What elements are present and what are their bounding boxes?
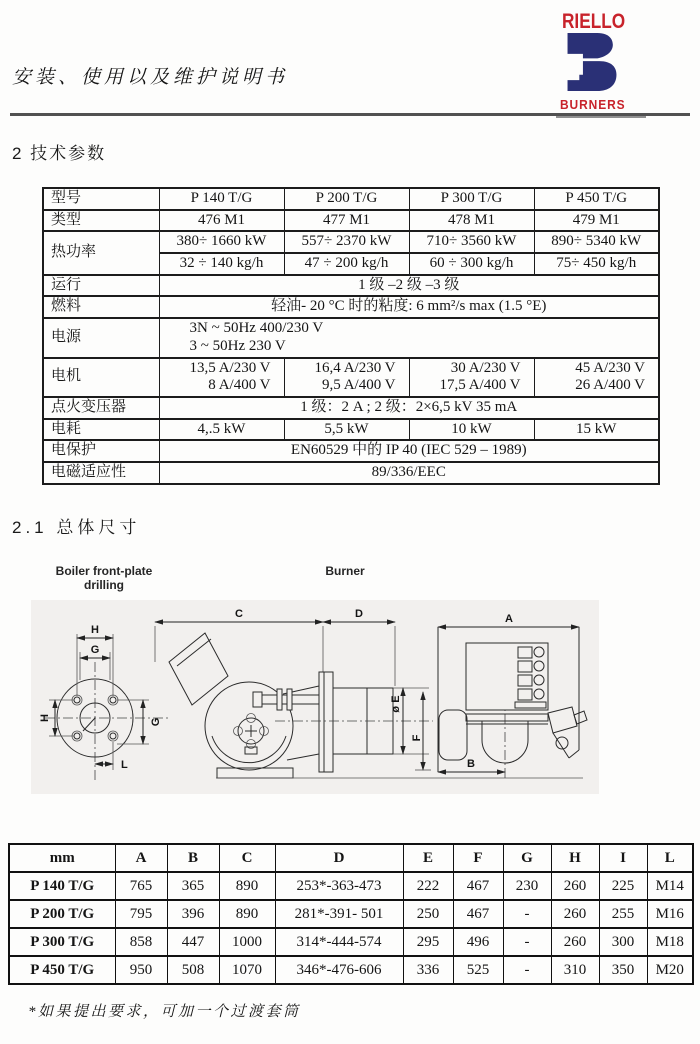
table-row	[43, 397, 659, 419]
spec-consumption-cell: 10 kW	[409, 419, 534, 441]
spec-type-cell: 479 M1	[534, 210, 659, 232]
dim-col-header: L	[647, 844, 693, 872]
riello-logo	[556, 12, 652, 118]
dim-model-cell: P 300 T/G	[9, 928, 115, 956]
spec-output-kgh-cell: 32 ÷ 140 kg/h	[159, 253, 284, 275]
spec-output-kgh-cell: 47 ÷ 200 kg/h	[284, 253, 409, 275]
spec-model-cell: P 300 T/G	[409, 188, 534, 210]
dim-label-g-right: G	[150, 717, 162, 727]
table-row	[43, 440, 659, 462]
spec-type-cell: 476 M1	[159, 210, 284, 232]
spec-model-cell: P 450 T/G	[534, 188, 659, 210]
spec-type-cell: 477 M1	[284, 210, 409, 232]
dim-col-header: D	[275, 844, 403, 872]
spec-output-kw-cell: 710÷ 3560 kW	[409, 231, 534, 253]
table-row: P 140 T/G 765 365 890 253*-363-473 222 467 230 260 225 M14	[9, 872, 693, 900]
spec-label-emc: 电磁适应性	[43, 462, 159, 484]
spec-label-protection: 电保护	[43, 440, 159, 462]
dim-col-header: C	[219, 844, 275, 872]
spec-table	[42, 187, 660, 485]
spec-protection-cell: EN60529 中的 IP 40 (IEC 529 – 1989)	[159, 440, 659, 462]
dim-label-h-top: H	[91, 624, 99, 636]
power-supply-line-2: 3 ~ 50Hz 230 V	[189, 337, 286, 354]
spec-consumption-cell: 4,.5 kW	[159, 419, 284, 441]
table-row	[43, 275, 659, 297]
dim-col-header: A	[115, 844, 167, 872]
dimension-diagram	[31, 600, 599, 794]
spec-label-ignition: 点火变压器	[43, 397, 159, 419]
spec-output-kgh-cell: 75÷ 450 kg/h	[534, 253, 659, 275]
dim-label-h-left: H	[39, 714, 51, 722]
dim-col-header: B	[167, 844, 219, 872]
spec-emc-cell: 89/336/EEC	[159, 462, 659, 484]
spec-label-power-supply: 电源	[43, 318, 159, 357]
table-row	[43, 231, 659, 253]
dim-col-header: F	[453, 844, 503, 872]
spec-consumption-cell: 5,5 kW	[284, 419, 409, 441]
spec-label-operation: 运行	[43, 275, 159, 297]
dim-label-f: F	[411, 734, 423, 742]
dim-model-cell: P 200 T/G	[9, 900, 115, 928]
spec-output-kw-cell: 380÷ 1660 kW	[159, 231, 284, 253]
dim-label-d: D	[355, 608, 363, 620]
diagram-label-burner: Burner	[325, 564, 365, 578]
table-row: P 450 T/G 950 508 1070 346*-476-606 336 525 - 310 350 M20	[9, 956, 693, 984]
spec-label-model: 型号	[43, 188, 159, 210]
section-dimensions-heading: 2.1 总体尺寸	[12, 518, 141, 537]
table-row	[43, 296, 659, 318]
spec-label-motor: 电机	[43, 358, 159, 397]
dim-label-b: B	[467, 758, 475, 770]
spec-label-heat-output: 热功率	[43, 231, 159, 274]
spec-motor-cell: 45 A/230 V 26 A/400 V	[534, 358, 659, 397]
table-row	[43, 188, 659, 210]
spec-fuel-cell: 轻油- 20 °C 时的粘度: 6 mm²/s max (1.5 °E)	[159, 296, 659, 318]
spec-motor-cell: 16,4 A/230 V 9,5 A/400 V	[284, 358, 409, 397]
burner-side-view	[155, 608, 433, 778]
spec-power-supply-cell	[159, 318, 659, 357]
adapter-sleeve-footnote: *如果提出要求，可加一个过渡套筒	[28, 1004, 301, 1020]
table-row	[43, 419, 659, 441]
table-row	[43, 358, 659, 397]
spec-output-kw-cell: 557÷ 2370 kW	[284, 231, 409, 253]
spec-label-fuel: 燃料	[43, 296, 159, 318]
dim-model-cell: P 140 T/G	[9, 872, 115, 900]
table-header-row	[9, 844, 693, 872]
dim-label-c: C	[235, 608, 243, 620]
spec-type-cell: 478 M1	[409, 210, 534, 232]
table-row	[43, 210, 659, 232]
dim-label-l: L	[121, 759, 128, 771]
spec-label-consumption: 电耗	[43, 419, 159, 441]
section-tech-params-heading: 2 技术参数	[12, 144, 107, 163]
spec-output-kgh-cell: 60 ÷ 300 kg/h	[409, 253, 534, 275]
riello-b-icon	[562, 33, 652, 96]
power-supply-line-1: 3N ~ 50Hz 400/230 V	[189, 320, 324, 337]
logo-underline	[556, 116, 646, 118]
spec-model-cell: P 140 T/G	[159, 188, 284, 210]
dim-label-oe: ø E	[390, 695, 402, 713]
spec-label-type: 类型	[43, 210, 159, 232]
spec-consumption-cell: 15 kW	[534, 419, 659, 441]
dim-unit-header: mm	[9, 844, 115, 872]
page-title: 安装、使用以及维护说明书	[12, 67, 289, 88]
dim-model-cell: P 450 T/G	[9, 956, 115, 984]
dim-col-header: G	[503, 844, 551, 872]
dim-label-g-top: G	[90, 644, 100, 656]
table-row	[43, 462, 659, 484]
spec-ignition-cell: 1 级：2 A ; 2 级：2×6,5 kV 35 mA	[159, 397, 659, 419]
spec-operation-cell: 1 级 –2 级 –3 级	[159, 275, 659, 297]
spec-output-kw-cell: 890÷ 5340 kW	[534, 231, 659, 253]
spec-model-cell: P 200 T/G	[284, 188, 409, 210]
table-row: P 300 T/G 858 447 1000 314*-444-574 295 496 - 260 300 M18	[9, 928, 693, 956]
table-row: P 200 T/G 795 396 890 281*-391- 501 250 467 - 260 255 M16	[9, 900, 693, 928]
dim-col-header: I	[599, 844, 647, 872]
diagram-label-boiler-plate: Boiler front-plate drilling	[55, 564, 153, 592]
table-row	[43, 318, 659, 357]
dim-label-a: A	[505, 613, 513, 625]
header-divider	[10, 113, 690, 116]
dim-col-header: E	[403, 844, 453, 872]
burner-drawing-svg	[31, 600, 599, 794]
flange-view	[39, 624, 171, 783]
spec-motor-cell: 30 A/230 V 17,5 A/400 V	[409, 358, 534, 397]
dim-col-header: H	[551, 844, 599, 872]
logo-brand-text: RIELLO	[562, 10, 626, 33]
logo-subtitle-text: BURNERS	[560, 97, 626, 112]
dimension-table	[8, 843, 694, 985]
spec-motor-cell: 13,5 A/230 V 8 A/400 V	[159, 358, 284, 397]
